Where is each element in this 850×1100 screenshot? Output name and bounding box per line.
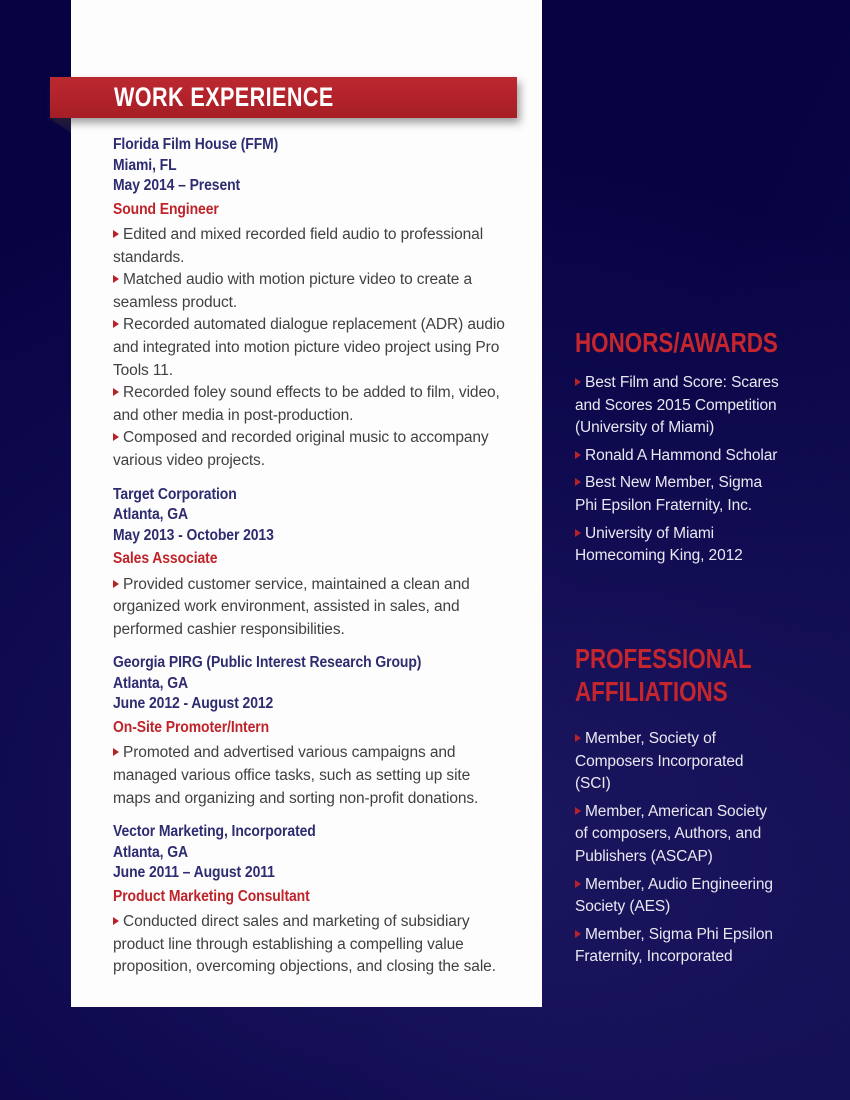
job-entry-florida-film-house bbox=[113, 135, 527, 473]
employment-dates: June 2011 – August 2011 bbox=[113, 864, 275, 882]
honors-awards-heading: HONORS/AWARDS bbox=[575, 327, 778, 358]
job-title: Sales Associate bbox=[113, 550, 218, 568]
employment-dates: May 2013 - October 2013 bbox=[113, 526, 274, 544]
company-location: Atlanta, GA bbox=[113, 674, 188, 692]
company-location: Miami, FL bbox=[113, 156, 177, 174]
bullet-triangle-icon bbox=[113, 580, 119, 588]
bullet-item bbox=[113, 742, 505, 810]
bullet-triangle-icon bbox=[575, 378, 581, 386]
banner-title: WORK EXPERIENCE bbox=[114, 82, 334, 112]
affiliation-item bbox=[575, 801, 781, 869]
job-bullets bbox=[113, 911, 527, 979]
bullet-text: Conducted direct sales and marketing of subsidiary product line through establishing a compelling value proposition, overcoming objections, and closing the sale. bbox=[113, 913, 496, 976]
employment-dates: May 2014 – Present bbox=[113, 177, 241, 194]
honor-text: University of Miami Homecoming King, 2012 bbox=[575, 524, 743, 565]
bullet-text: Recorded automated dialogue replacement (ADR) audio and integrated into motion picture video project using Pro Tools 11. bbox=[113, 316, 505, 379]
company-name: Georgia PIRG (Public Interest Research Group) bbox=[113, 654, 422, 672]
bullet-text: Matched audio with motion picture video to create a seamless product. bbox=[113, 271, 473, 311]
company-name: Florida Film House (FFM) bbox=[113, 136, 279, 153]
bullet-triangle-icon bbox=[113, 230, 119, 238]
bullet-triangle-icon bbox=[575, 529, 581, 537]
honor-item bbox=[575, 523, 781, 568]
company-name: Vector Marketing, Incorporated bbox=[113, 823, 316, 841]
bullet-item bbox=[113, 427, 505, 472]
bullet-triangle-icon bbox=[113, 320, 119, 328]
company-location: Atlanta, GA bbox=[113, 843, 188, 861]
bullet-triangle-icon bbox=[575, 807, 581, 815]
bullet-item bbox=[113, 911, 505, 979]
employment-dates: June 2012 - August 2012 bbox=[113, 695, 274, 713]
bullet-triangle-icon bbox=[575, 478, 581, 486]
bullet-triangle-icon bbox=[575, 734, 581, 742]
professional-affiliations-heading: PROFESSIONAL AFFILIATIONS bbox=[575, 643, 752, 707]
affiliation-item bbox=[575, 728, 781, 796]
bullet-triangle-icon bbox=[575, 930, 581, 938]
bullet-item bbox=[113, 314, 505, 382]
honors-awards-list bbox=[575, 372, 781, 568]
company-location: Atlanta, GA bbox=[113, 506, 188, 524]
job-entry-target bbox=[113, 485, 527, 642]
job-bullets bbox=[113, 224, 527, 473]
job-entry-georgia-pirg bbox=[113, 653, 527, 810]
bullet-triangle-icon bbox=[575, 451, 581, 459]
honors-awards-section bbox=[575, 326, 807, 568]
job-title: Product Marketing Consultant bbox=[113, 887, 310, 905]
company-name: Target Corporation bbox=[113, 485, 237, 503]
honor-text: Ronald A Hammond Scholar bbox=[585, 446, 778, 464]
bullet-text: Composed and recorded original music to accompany various video projects. bbox=[113, 429, 489, 469]
bullet-triangle-icon bbox=[113, 917, 119, 925]
honor-text: Best New Member, Sigma Phi Epsilon Fraternity, Inc. bbox=[575, 474, 762, 514]
honor-item bbox=[575, 445, 781, 468]
bullet-text: Edited and mixed recorded field audio to professional standards. bbox=[113, 226, 484, 266]
job-title: On-Site Promoter/Intern bbox=[113, 718, 270, 736]
bullet-text: Recorded foley sound effects to be added to film, video, and other media in post-production. bbox=[113, 384, 500, 424]
bullet-item bbox=[113, 224, 505, 269]
bullet-triangle-icon bbox=[113, 433, 119, 441]
professional-affiliations-list bbox=[575, 728, 781, 969]
bullet-item bbox=[113, 269, 505, 314]
work-experience-banner bbox=[50, 77, 517, 118]
bullet-triangle-icon bbox=[575, 880, 581, 888]
affiliation-text: Member, Audio Engineering Society (AES) bbox=[575, 875, 773, 916]
bullet-triangle-icon bbox=[113, 748, 119, 756]
affiliation-item bbox=[575, 874, 781, 919]
honor-text: Best Film and Score: Scares and Scores 2015 Competition (University of Miami) bbox=[575, 374, 779, 437]
job-title: Sound Engineer bbox=[113, 200, 219, 218]
bullet-text: Promoted and advertised various campaigns and managed various office tasks, such as setting up site maps and organizing and sorting non-profit donations. bbox=[113, 744, 479, 807]
work-experience-section bbox=[113, 135, 527, 979]
honor-item bbox=[575, 472, 781, 517]
bullet-triangle-icon bbox=[113, 388, 119, 396]
honor-item bbox=[575, 372, 781, 440]
job-bullets bbox=[113, 574, 527, 642]
affiliation-text: Member, Society of Composers Incorporated (SCI) bbox=[575, 730, 744, 793]
affiliation-item bbox=[575, 924, 781, 969]
bullet-item bbox=[113, 382, 505, 427]
banner-fold bbox=[50, 118, 71, 133]
affiliation-text: Member, American Society of composers, Authors, and Publishers (ASCAP) bbox=[575, 802, 767, 865]
professional-affiliations-section bbox=[575, 642, 807, 969]
job-bullets bbox=[113, 742, 527, 810]
bullet-text: Provided customer service, maintained a clean and organized work environment, assisted in sales, and performed cashier responsibilities. bbox=[113, 575, 470, 638]
bullet-triangle-icon bbox=[113, 275, 119, 283]
affiliation-text: Member, Sigma Phi Epsilon Fraternity, Incorporated bbox=[575, 925, 773, 966]
bullet-item bbox=[113, 574, 505, 642]
job-entry-vector-marketing bbox=[113, 822, 527, 979]
